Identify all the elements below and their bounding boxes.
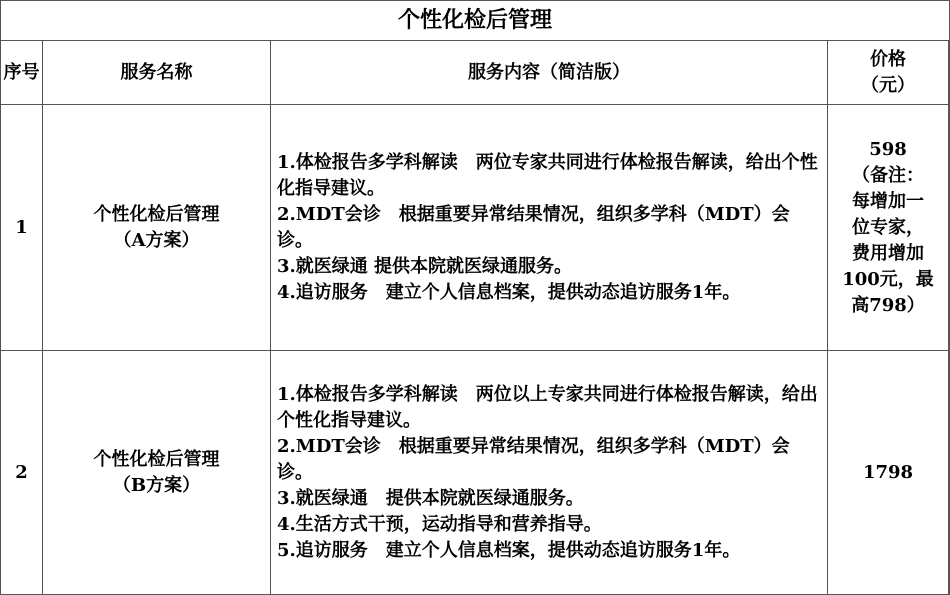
header-price: [828, 41, 949, 105]
service-content: [271, 351, 828, 595]
content-item: 4.追访服务 建立个人信息档案，提供动态追访服务1年。: [277, 281, 741, 303]
service-content: [271, 105, 828, 351]
content-item: 2.MDT会诊 根据重要异常结果情况，组织多学科（MDT）会诊。: [277, 203, 790, 251]
header-row: [1, 41, 949, 105]
header-content: 服务内容（简洁版）: [271, 41, 828, 105]
header-price-unit: （元）: [861, 74, 915, 96]
price-note: 每增加一: [852, 190, 924, 212]
price-note: 位专家，: [852, 216, 924, 238]
service-name-plan: （A方案）: [113, 229, 200, 251]
content-item: 2.MDT会诊 根据重要异常结果情况，组织多学科（MDT）会诊。: [277, 435, 790, 483]
service-name-plan: （B方案）: [112, 474, 201, 496]
header-name: 服务名称: [43, 41, 271, 105]
content-item: 5.追访服务 建立个人信息档案，提供动态追访服务1年。: [277, 539, 741, 561]
service-price: [828, 105, 949, 351]
header-no: 序号: [1, 41, 43, 105]
row-number: 1: [1, 105, 43, 351]
price-value: 598: [869, 138, 907, 160]
sheet-title: 个性化检后管理: [397, 7, 552, 33]
content-item: 1.体检报告多学科解读 两位专家共同进行体检报告解读，给出个性化指导建议。: [277, 151, 818, 199]
service-name: [43, 105, 271, 351]
price-value: 1798: [862, 461, 914, 483]
content-item: 4.生活方式干预，运动指导和营养指导。: [277, 513, 602, 535]
table-row: [1, 351, 949, 595]
content-item: 3.就医绿通 提供本院就医绿通服务。: [277, 487, 584, 509]
content-item: 3.就医绿通 提供本院就医绿通服务。: [277, 255, 573, 277]
service-price: [828, 351, 949, 595]
service-table: [0, 40, 949, 595]
table-row: [1, 105, 949, 351]
service-name-title: 个性化检后管理: [93, 203, 220, 225]
service-name-title: 个性化检后管理: [93, 448, 220, 470]
price-note: 费用增加: [852, 242, 924, 264]
price-note: （备注：: [852, 164, 924, 186]
price-note: 高798）: [851, 294, 925, 316]
row-number: 2: [1, 351, 43, 595]
service-name: [43, 351, 271, 595]
price-note: 100元，最: [842, 268, 934, 290]
content-item: 1.体检报告多学科解读 两位以上专家共同进行体检报告解读，给出个性化指导建议。: [277, 383, 818, 431]
header-price-label: 价格: [870, 48, 906, 70]
